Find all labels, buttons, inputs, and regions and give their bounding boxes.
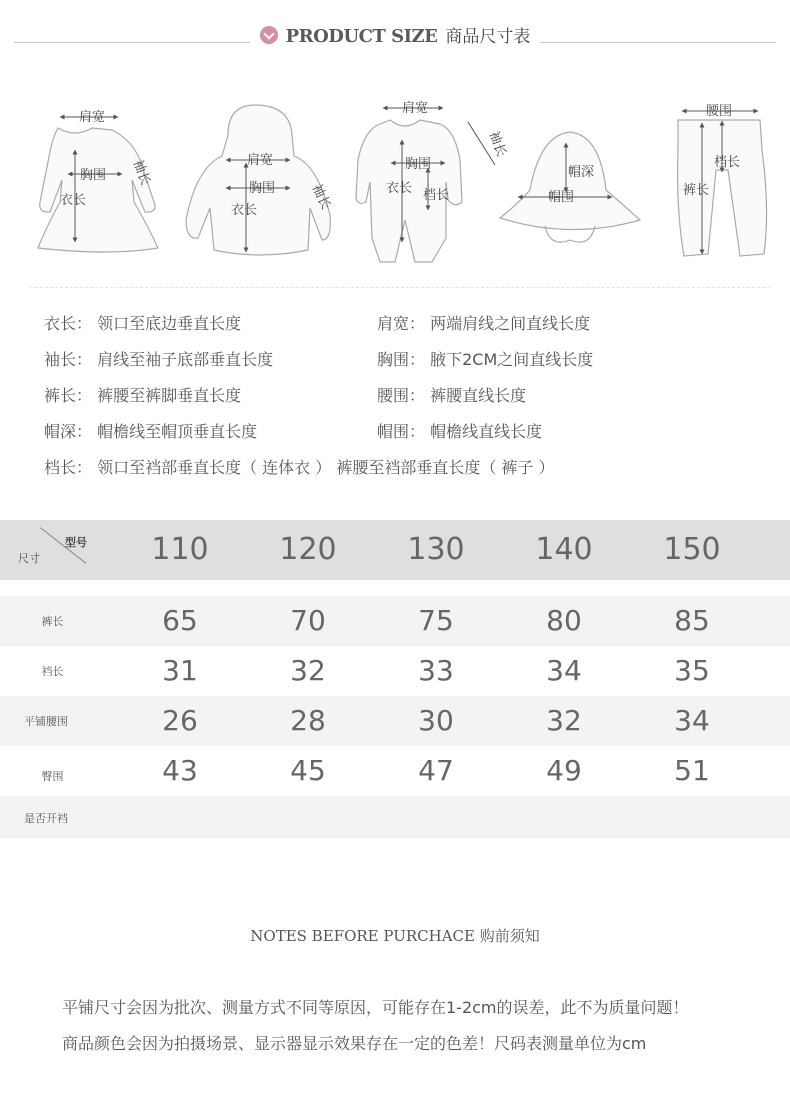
romper-sleeve-label: 袖长 <box>485 129 509 159</box>
table-row <box>0 596 790 646</box>
table-cell: 43 <box>162 754 198 787</box>
dress-length-label: 衣长 <box>60 193 87 208</box>
header-title <box>0 22 790 47</box>
size-120: 120 <box>279 532 337 567</box>
dress-shoulder-label: 肩宽 <box>79 110 106 125</box>
measurement-definitions <box>44 312 764 492</box>
definition-chest: 胸围： 腋下2CM之间直线长度 <box>377 350 594 369</box>
pants-crotch-label: 档长 <box>714 155 741 170</box>
hat-depth-label: 帽深 <box>568 165 595 180</box>
romper-chest-label: 胸围 <box>405 157 432 172</box>
definition-garment-length: 衣长： 领口至底边垂直长度 <box>44 314 242 333</box>
definition-sleeve-length: 袖长： 肩线至袖子底部垂直长度 <box>44 350 274 369</box>
table-cell: 33 <box>418 654 454 687</box>
definition-row <box>44 456 764 492</box>
definition-shoulder-width: 肩宽： 两端肩线之间直线长度 <box>377 314 591 333</box>
table-cell: 75 <box>418 604 454 637</box>
dress-sleeve-label: 袖长 <box>129 157 153 188</box>
jacket-sleeve-label: 袖长 <box>308 182 334 213</box>
row-label: 是否开裆 <box>24 812 68 825</box>
header <box>0 0 790 72</box>
corner-model-label: 型号 <box>65 536 87 549</box>
definition-row <box>44 312 764 348</box>
dress-outline <box>38 128 158 252</box>
definition-row <box>44 348 764 384</box>
title-chinese: 商品尺寸表 <box>445 27 531 47</box>
definition-row <box>44 384 764 420</box>
notes-section <box>0 925 790 946</box>
divider <box>30 287 770 288</box>
dress-chest-label: 胸围 <box>80 168 107 183</box>
table-cell: 45 <box>290 754 326 787</box>
table-header <box>0 520 790 580</box>
row-label: 臀围 <box>41 770 64 783</box>
garment-diagrams <box>0 90 790 280</box>
jacket-chest-label: 胸围 <box>249 181 276 196</box>
size-table <box>0 520 790 838</box>
table-cell: 32 <box>290 654 326 687</box>
row-label: 裆长 <box>41 665 64 678</box>
hat-circ-label: 帽围 <box>548 190 575 205</box>
size-150: 150 <box>663 532 721 567</box>
hat-outline <box>500 132 640 230</box>
table-cell: 80 <box>546 604 582 637</box>
title-english: PRODUCT SIZE <box>285 26 438 47</box>
table-cell: 85 <box>674 604 710 637</box>
table-cell: 31 <box>162 654 198 687</box>
table-cell: 70 <box>290 604 326 637</box>
size-140: 140 <box>535 532 593 567</box>
table-cell: 34 <box>674 704 710 737</box>
table-cell: 28 <box>290 704 326 737</box>
definition-hat-circ: 帽围： 帽檐线直线长度 <box>377 422 543 441</box>
definition-row <box>44 420 764 456</box>
notes-title: NOTES BEFORE PURCHACE 购前须知 <box>250 927 540 945</box>
table-cell: 51 <box>674 754 710 787</box>
table-cell: 34 <box>546 654 582 687</box>
table-cell: 35 <box>674 654 710 687</box>
jacket-length-label: 衣长 <box>231 203 258 218</box>
romper-crotch-label: 档长 <box>423 188 450 203</box>
table-cell: 30 <box>418 704 454 737</box>
table-row <box>0 696 790 746</box>
table-cell: 47 <box>418 754 454 787</box>
romper-shoulder-label: 肩宽 <box>402 101 429 116</box>
table-cell: 49 <box>546 754 582 787</box>
definition-crotch: 档长： 领口至裆部垂直长度（ 连体衣 ） 裤腰至裆部垂直长度（ 裤子 ） <box>44 458 555 477</box>
definition-waist: 腰围： 裤腰直线长度 <box>377 386 527 405</box>
row-label: 平铺腰围 <box>24 715 68 728</box>
jacket-outline <box>186 105 330 255</box>
table-cell: 26 <box>162 704 198 737</box>
table-cell: 32 <box>546 704 582 737</box>
definition-hat-depth: 帽深： 帽檐线至帽顶垂直长度 <box>44 422 258 441</box>
definition-pants-length: 裤长： 裤腰至裤脚垂直长度 <box>44 386 242 405</box>
pants-length-label: 裤长 <box>683 183 710 198</box>
size-110: 110 <box>151 532 209 567</box>
size-130: 130 <box>407 532 465 567</box>
table-cell: 65 <box>162 604 198 637</box>
corner-size-label: 尺寸 <box>18 552 40 565</box>
row-label: 裤长 <box>41 615 64 628</box>
notes-text <box>62 996 689 1068</box>
notes-line-1: 平铺尺寸会因为批次、测量方式不同等原因，可能存在1-2cm的误差，此不为质量问题！ <box>62 998 689 1017</box>
pants-waist-label: 腰围 <box>706 104 733 119</box>
table-row <box>0 796 790 838</box>
table-row <box>0 646 790 696</box>
jacket-shoulder-label: 肩宽 <box>247 153 274 168</box>
notes-line-2: 商品颜色会因为拍摄场景、显示器显示效果存在一定的色差！尺码表测量单位为cm <box>62 1034 647 1053</box>
romper-length-label: 衣长 <box>386 181 413 196</box>
heart-check-icon <box>260 26 278 44</box>
table-row <box>0 746 790 796</box>
